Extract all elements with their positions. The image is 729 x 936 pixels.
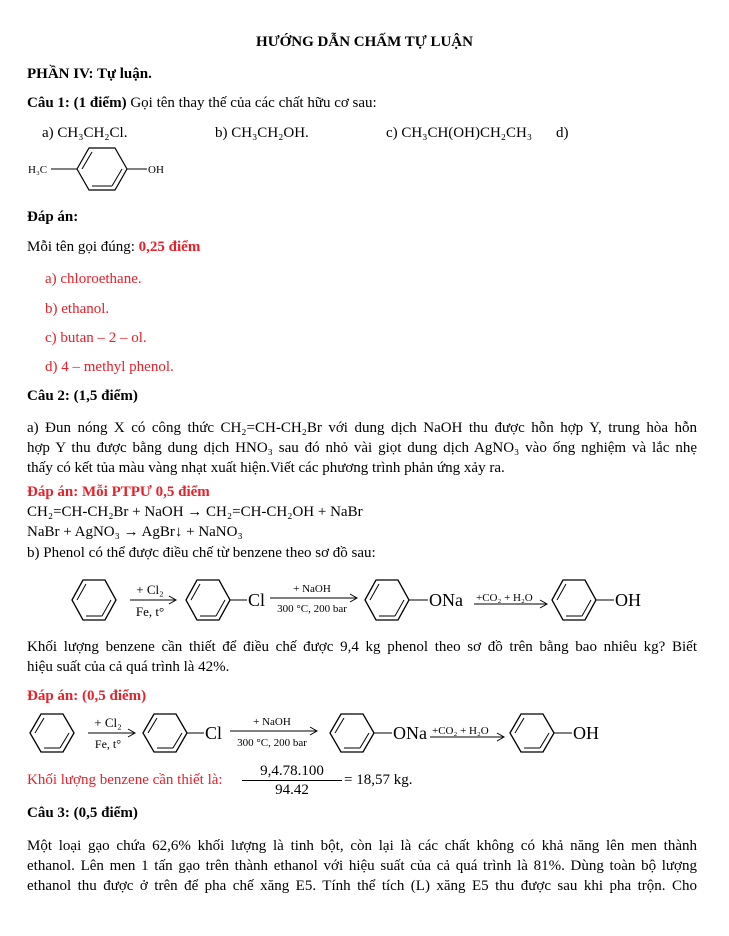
q1-answer-d: d) 4 – methyl phenol.	[45, 359, 174, 375]
q2-a-line2: hợp Y thu được bằng dung dịch HNO₃ sau đó nhỏ vài giọt dung dịch AgNO₃ vào ống nghiệm và lắc nhẹ	[27, 440, 697, 456]
q1-option-c: c) CH₃CH(OH)CH₂CH₃	[386, 125, 533, 141]
a-r1-top: + Cl₂	[94, 715, 122, 730]
benzene-ring-a3	[330, 714, 374, 752]
q1-option-b: b) CH₃CH₂OH.	[215, 125, 309, 141]
r3-top: +CO₂ + H₂O	[476, 592, 533, 604]
q2-mass-denominator: 94.42	[275, 782, 309, 798]
q3-line1: Một loại gạo chứa 62,6% khối lượng là tinh bột, còn lại là các chất không có khả năng lên men thành	[27, 838, 697, 854]
q2-a-line1: a) Đun nóng X có công thức CH₂=CH-CH₂Br với dung dịch NaOH thu được hỗn hợp Y, trung hòa hỗn	[27, 420, 697, 436]
q2-b-line2: hiệu suất của cả quá trình là 42%.	[27, 659, 230, 675]
a-r3-top: +CO₂ + H₂O	[432, 725, 489, 737]
oh-label: OH	[615, 590, 641, 610]
q2-mass-result: = 18,57 kg.	[344, 772, 413, 788]
q2-mass-fraction	[242, 762, 342, 799]
benzene-ring-3	[365, 580, 409, 620]
a-r1-bottom: Fe, t°	[94, 737, 122, 751]
ona-label: ONa	[429, 590, 463, 610]
q1-option-a: a) CH₃CH₂Cl.	[42, 125, 128, 141]
chloro-label: Cl	[248, 590, 266, 610]
benzene-ring-a1	[30, 714, 74, 752]
q2-answer-a: Đáp án: Mỗi PTPƯ 0,5 điểm	[27, 484, 210, 500]
a-oh-label: OH	[573, 723, 599, 743]
q1-score-text: Mỗi tên gọi đúng:	[27, 239, 139, 255]
q3-label: Câu 3: (0,5 điểm)	[27, 805, 138, 821]
benzene-ring-a2	[143, 714, 187, 752]
q1-text: Gọi tên thay thế của các chất hữu cơ sau:	[126, 95, 377, 111]
q2-part-a	[27, 418, 697, 478]
benzene-ring-a4	[510, 714, 554, 752]
phenol-synthesis-scheme-answer	[0, 708, 729, 758]
q2-equation-2: NaBr + AgNO₃ → AgBr↓ + NaNO₃	[27, 524, 243, 540]
q3-body	[27, 836, 697, 896]
q2-part-b-question	[27, 637, 697, 677]
r1-top: + Cl₂	[136, 582, 164, 597]
q2-answer-b: Đáp án: (0,5 điểm)	[27, 688, 147, 704]
struct-left-label: H₃C	[28, 164, 48, 176]
a-r2-bottom: 300 °C, 200 bar	[237, 737, 307, 749]
q1-answer-a: a) chloroethane.	[45, 271, 142, 287]
r1-bottom: Fe, t°	[135, 604, 165, 619]
q2-part-b-text: b) Phenol có thể được điều chế từ benzene theo sơ đồ sau:	[27, 545, 376, 561]
page-title: HƯỚNG DẪN CHẤM TỰ LUẬN	[256, 34, 473, 50]
part-heading: PHẦN IV: Tự luận.	[27, 66, 152, 82]
q2-label: Câu 2: (1,5 điểm)	[27, 388, 138, 404]
q1-answer-c: c) butan – 2 – ol.	[45, 330, 147, 346]
benzene-ring-1	[72, 580, 116, 620]
q1-option-d: d)	[556, 125, 569, 141]
q1-score-value: 0,25 điểm	[138, 239, 201, 255]
q1-answer-b: b) ethanol.	[45, 301, 110, 317]
q2-equation-1: CH₂=CH-CH₂Br + NaOH → CH₂=CH-CH₂OH + NaBr	[27, 504, 363, 520]
methylphenol-structure	[0, 143, 200, 195]
q3-line2: ethanol. Lên men 1 tấn gạo trên thành ethanol với hiệu suất của cả quá trình là 81%. Dùng toàn bộ lượng	[27, 858, 697, 874]
r2-top: + NaOH	[293, 583, 331, 595]
q2-mass-numerator: 9,4.78.100	[242, 762, 342, 781]
q2-b-line1: Khối lượng benzene cần thiết để điều chế được 9,4 kg phenol theo sơ đồ trên bằng bao nhiêu kg? Biết	[27, 639, 697, 655]
benzene-ring-2	[186, 580, 230, 620]
a-ona-label: ONa	[393, 723, 427, 743]
benzene-ring-4	[552, 580, 596, 620]
a-r2-top: + NaOH	[253, 716, 291, 728]
q1-answer-label: Đáp án:	[27, 209, 79, 225]
a-chloro-label: Cl	[205, 723, 223, 743]
q1-label: Câu 1: (1 điểm)	[27, 95, 127, 111]
r2-bottom: 300 °C, 200 bar	[277, 603, 347, 615]
phenol-synthesis-scheme	[0, 574, 729, 626]
q1-heading	[27, 94, 377, 112]
q2-mass-text: Khối lượng benzene cần thiết là:	[27, 772, 223, 788]
struct-right-label: OH	[148, 164, 164, 176]
q3-line3: ethanol thu được ở trên để pha chế xăng E5. Tính thể tích (L) xăng E5 thu được sau khi pha trộn. Cho	[27, 878, 697, 894]
q2-a-line3: thấy có kết tủa màu vàng nhạt xuất hiện.Viết các phương trình phản ứng xảy ra.	[27, 460, 505, 476]
q1-score	[27, 238, 200, 256]
